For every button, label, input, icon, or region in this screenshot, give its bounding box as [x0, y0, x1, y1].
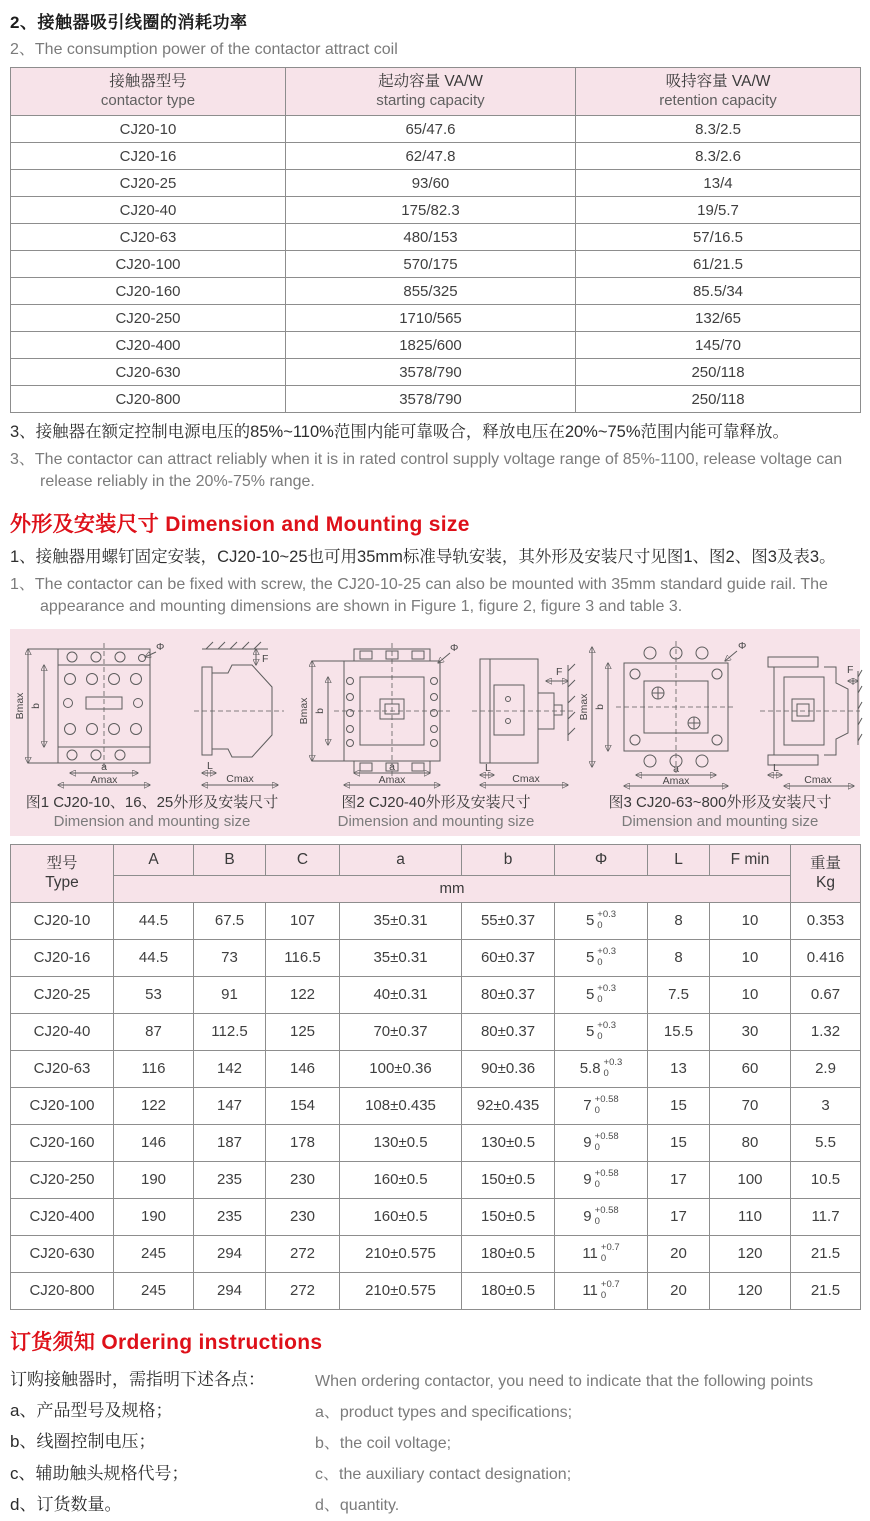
- table-cell: 30: [710, 1013, 791, 1050]
- dim-label-cmax: Cmax: [226, 772, 254, 785]
- dim-label-bmax: Bmax: [578, 693, 590, 720]
- dim-label-amax: Amax: [90, 773, 118, 786]
- consumption-table-row: [11, 332, 861, 359]
- dimension-table-row: [11, 1013, 861, 1050]
- dimension-section-heading: 外形及安装尺寸 Dimension and Mounting size: [10, 512, 470, 536]
- header-zh: 吸持容量 VA/W: [665, 73, 771, 90]
- table-cell: 40±0.31: [340, 976, 462, 1013]
- table-cell: 272: [266, 1235, 340, 1272]
- dim-label-b: b: [314, 707, 326, 714]
- table-cell: CJ20-25: [11, 170, 286, 197]
- figure3-caption-zh: 图3 CJ20-63~800外形及安装尺寸: [608, 793, 832, 811]
- table-cell: CJ20-400: [11, 332, 286, 359]
- table-cell: 10: [710, 939, 791, 976]
- figure1: [10, 637, 294, 830]
- table-cell: CJ20-250: [11, 305, 286, 332]
- dimension-table-row: [11, 976, 861, 1013]
- dimension-table-row: [11, 902, 861, 939]
- table-cell: 245: [114, 1235, 194, 1272]
- dim-label-a: a: [389, 760, 395, 773]
- table-cell: 180±0.5: [462, 1272, 555, 1309]
- col-header-A: A: [114, 844, 194, 875]
- header-en: starting capacity: [376, 92, 485, 110]
- table-cell: 44.5: [114, 939, 194, 976]
- table-cell: 110: [710, 1198, 791, 1235]
- figure2-caption-zh: 图2 CJ20-40外形及安装尺寸: [341, 793, 531, 811]
- consumption-table-row: [11, 170, 861, 197]
- cell-weight: 0.416: [791, 939, 861, 976]
- cell-type: CJ20-63: [11, 1050, 114, 1087]
- table-cell: 146: [114, 1124, 194, 1161]
- ordering-columns: [10, 1364, 860, 1521]
- cell-weight: 2.9: [791, 1050, 861, 1087]
- cell-phi: 11 +0.7 0: [555, 1235, 648, 1272]
- consumption-table-row: [11, 224, 861, 251]
- col-header-a: a: [340, 844, 462, 875]
- consumption-table-row: [11, 386, 861, 413]
- table-cell: 10: [710, 902, 791, 939]
- cell-type: CJ20-16: [11, 939, 114, 976]
- table-cell: 20: [648, 1235, 710, 1272]
- table-cell: 13: [648, 1050, 710, 1087]
- table-cell: 160±0.5: [340, 1198, 462, 1235]
- table-cell: 570/175: [286, 251, 576, 278]
- figure3-drawing: [578, 637, 862, 789]
- table-cell: 855/325: [286, 278, 576, 305]
- table-cell: 8: [648, 939, 710, 976]
- figure3-caption-en: Dimension and mounting size: [621, 812, 819, 830]
- header-zh: 型号: [46, 854, 78, 872]
- cell-phi: 9 +0.58 0: [555, 1124, 648, 1161]
- cell-weight: 21.5: [791, 1235, 861, 1272]
- ordering-intro-en: When ordering contactor, you need to indicate that the following points: [315, 1372, 814, 1390]
- table-cell: 125: [266, 1013, 340, 1050]
- table-cell: 87: [114, 1013, 194, 1050]
- dimension-table-row: [11, 1124, 861, 1161]
- dimension-table-row: [11, 1050, 861, 1087]
- cell-weight: 5.5: [791, 1124, 861, 1161]
- consumption-power-table: [10, 67, 861, 413]
- col-header-B: B: [194, 844, 266, 875]
- table-cell: 10: [710, 976, 791, 1013]
- table-cell: CJ20-63: [11, 224, 286, 251]
- dim-label-a: a: [673, 762, 679, 775]
- dim-label-amax: Amax: [378, 773, 406, 786]
- header-en: contactor type: [100, 92, 196, 110]
- table-cell: 210±0.575: [340, 1235, 462, 1272]
- dim-label-l: L: [207, 759, 213, 772]
- table-cell: 122: [266, 976, 340, 1013]
- ordering-item-en: b、the coil voltage;: [315, 1434, 452, 1452]
- table-cell: 154: [266, 1087, 340, 1124]
- table-cell: 230: [266, 1161, 340, 1198]
- table-cell: 178: [266, 1124, 340, 1161]
- table-cell: 294: [194, 1272, 266, 1309]
- dim-label-phi: Φ: [156, 640, 165, 653]
- consumption-table-row: [11, 305, 861, 332]
- table-cell: 17: [648, 1198, 710, 1235]
- cell-phi: 7 +0.58 0: [555, 1087, 648, 1124]
- unit-mm: mm: [114, 875, 791, 902]
- cell-weight: 10.5: [791, 1161, 861, 1198]
- table-cell: 67.5: [194, 902, 266, 939]
- table-cell: 160±0.5: [340, 1161, 462, 1198]
- cell-weight: 21.5: [791, 1272, 861, 1309]
- consumption-table-row: [11, 359, 861, 386]
- cell-phi: 9 +0.58 0: [555, 1198, 648, 1235]
- table-cell: 61/21.5: [576, 251, 861, 278]
- table-cell: 130±0.5: [462, 1124, 555, 1161]
- header-zh: 接触器型号: [109, 73, 187, 90]
- table-cell: 146: [266, 1050, 340, 1087]
- col-header-b: b: [462, 844, 555, 875]
- dim-label-b: b: [30, 702, 42, 709]
- table-cell: 70: [710, 1087, 791, 1124]
- table-cell: 250/118: [576, 359, 861, 386]
- ordering-list-zh: [10, 1364, 315, 1521]
- cell-phi: 5.8 +0.3 0: [555, 1050, 648, 1087]
- table-cell: 17: [648, 1161, 710, 1198]
- table-cell: 272: [266, 1272, 340, 1309]
- dimension-table-row: [11, 1087, 861, 1124]
- table-cell: 53: [114, 976, 194, 1013]
- dimension-table-row: [11, 1198, 861, 1235]
- table-cell: 145/70: [576, 332, 861, 359]
- consumption-table-row: [11, 251, 861, 278]
- header-en: retention capacity: [659, 92, 777, 110]
- table-cell: 93/60: [286, 170, 576, 197]
- cell-weight: 0.353: [791, 902, 861, 939]
- table-cell: 1710/565: [286, 305, 576, 332]
- dimension-table-row: [11, 1235, 861, 1272]
- table-cell: 62/47.8: [286, 143, 576, 170]
- table-cell: 150±0.5: [462, 1198, 555, 1235]
- dim-label-phi: Φ: [450, 641, 459, 654]
- table-cell: 91: [194, 976, 266, 1013]
- table-cell: 1825/600: [286, 332, 576, 359]
- header-en: Type: [45, 874, 79, 892]
- ordering-item-en: c、the auxiliary contact designation;: [315, 1466, 572, 1484]
- dim-label-cmax: Cmax: [512, 772, 540, 785]
- table-cell: 190: [114, 1198, 194, 1235]
- ordering-item-zh: b、线圈控制电压；: [10, 1432, 156, 1452]
- table-cell: 60: [710, 1050, 791, 1087]
- col-header-L: L: [648, 844, 710, 875]
- consumption-table-row: [11, 143, 861, 170]
- col-header-C: C: [266, 844, 340, 875]
- consumption-table-row: [11, 197, 861, 224]
- col-header-weight: [791, 844, 861, 902]
- table-cell: 60±0.37: [462, 939, 555, 976]
- dimension-table-body: [11, 902, 861, 1309]
- table-cell: 120: [710, 1272, 791, 1309]
- table-cell: 122: [114, 1087, 194, 1124]
- table-cell: 15.5: [648, 1013, 710, 1050]
- table-cell: 70±0.37: [340, 1013, 462, 1050]
- table-cell: 100±0.36: [340, 1050, 462, 1087]
- figure1-drawing: [10, 637, 294, 789]
- dim-label-phi: Φ: [738, 639, 747, 652]
- table-cell: 190: [114, 1161, 194, 1198]
- table-cell: 112.5: [194, 1013, 266, 1050]
- cell-type: CJ20-800: [11, 1272, 114, 1309]
- table-cell: 130±0.5: [340, 1124, 462, 1161]
- ordering-item-zh: a、产品型号及规格；: [10, 1400, 173, 1420]
- table-cell: 150±0.5: [462, 1161, 555, 1198]
- section2-heading-zh: 2、接触器吸引线圈的消耗功率: [10, 13, 248, 32]
- table-cell: 44.5: [114, 902, 194, 939]
- table-cell: 57/16.5: [576, 224, 861, 251]
- table-cell: 116.5: [266, 939, 340, 976]
- col-header-retention-capacity: [576, 68, 861, 116]
- table-cell: 90±0.36: [462, 1050, 555, 1087]
- table-cell: 132/65: [576, 305, 861, 332]
- cell-weight: 3: [791, 1087, 861, 1124]
- col-header-phi: Φ: [555, 844, 648, 875]
- table-cell: CJ20-800: [11, 386, 286, 413]
- table-cell: 65/47.6: [286, 116, 576, 143]
- dim-label-l: L: [485, 761, 491, 774]
- figure1-caption-en: Dimension and mounting size: [53, 812, 251, 830]
- table-cell: 108±0.435: [340, 1087, 462, 1124]
- section2-heading-en: 2、The consumption power of the contactor attract coil: [10, 41, 398, 58]
- dim-label-amax: Amax: [662, 774, 690, 787]
- ordering-item-en: a、product types and specifications;: [315, 1403, 573, 1421]
- table-cell: 8: [648, 902, 710, 939]
- dim-label-bmax: Bmax: [14, 692, 26, 719]
- cell-weight: 11.7: [791, 1198, 861, 1235]
- figure2-caption-en: Dimension and mounting size: [337, 812, 535, 830]
- cell-type: CJ20-25: [11, 976, 114, 1013]
- table-cell: 55±0.37: [462, 902, 555, 939]
- table-cell: 35±0.31: [340, 902, 462, 939]
- table-cell: 147: [194, 1087, 266, 1124]
- cell-type: CJ20-40: [11, 1013, 114, 1050]
- table-cell: 294: [194, 1235, 266, 1272]
- mounting-note-zh: 1、接触器用螺钉固定安装，CJ20-10~25也可用35mm标准导轨安装，其外形及安装尺寸见图1、图2、图3及表3。: [10, 547, 836, 566]
- note3-en: 3、The contactor can attract reliably when it is in rated control supply voltage range of 85%-1100, release voltage can release reliably in the 20%-75% range.: [10, 451, 843, 491]
- cell-phi: 5 +0.3 0: [555, 902, 648, 939]
- ordering-item-en: d、quantity.: [315, 1497, 400, 1515]
- figure2: [294, 637, 578, 830]
- table-cell: 3578/790: [286, 359, 576, 386]
- table-cell: 8.3/2.6: [576, 143, 861, 170]
- col-header-contactor-type: [11, 68, 286, 116]
- table-cell: 245: [114, 1272, 194, 1309]
- dim-label-cmax: Cmax: [804, 773, 832, 786]
- table-cell: 8.3/2.5: [576, 116, 861, 143]
- table-cell: CJ20-100: [11, 251, 286, 278]
- dimension-table-unit-row: [11, 875, 861, 902]
- consumption-power-table-body: [11, 116, 861, 413]
- dimension-table: [10, 844, 861, 1310]
- header-zh: 起动容量 VA/W: [378, 73, 483, 90]
- consumption-table-header-row: [11, 68, 861, 116]
- table-cell: 480/153: [286, 224, 576, 251]
- mounting-note-en: 1、The contactor can be fixed with screw, the CJ20-10-25 can also be mounted with 35mm standard guide rail. The appearance and mounting dimensions are shown in Figure 1, figure 2, figure 3 and table 3.: [10, 575, 828, 616]
- cell-type: CJ20-400: [11, 1198, 114, 1235]
- note3-zh: 3、接触器在额定控制电源电压的85%~110%范围内能可靠吸合，释放电压在20%~75%范围内能可靠释放。: [10, 423, 789, 442]
- table-cell: 187: [194, 1124, 266, 1161]
- table-cell: 15: [648, 1087, 710, 1124]
- dim-label-a: a: [101, 760, 107, 773]
- table-cell: 250/118: [576, 386, 861, 413]
- dim-label-f: F: [847, 663, 854, 676]
- cell-type: CJ20-10: [11, 902, 114, 939]
- dim-label-f: F: [262, 652, 269, 665]
- header-zh: 重量: [809, 854, 841, 872]
- table-cell: 235: [194, 1161, 266, 1198]
- cell-weight: 0.67: [791, 976, 861, 1013]
- table-cell: 80±0.37: [462, 1013, 555, 1050]
- table-cell: 210±0.575: [340, 1272, 462, 1309]
- cell-type: CJ20-160: [11, 1124, 114, 1161]
- table-cell: 92±0.435: [462, 1087, 555, 1124]
- ordering-item-zh: c、辅助触头规格代号；: [10, 1463, 189, 1483]
- figure3: [578, 637, 862, 830]
- cell-phi: 5 +0.3 0: [555, 976, 648, 1013]
- dimension-table-row: [11, 1272, 861, 1309]
- table-cell: CJ20-40: [11, 197, 286, 224]
- table-cell: 120: [710, 1235, 791, 1272]
- table-cell: 85.5/34: [576, 278, 861, 305]
- dim-label-bmax: Bmax: [298, 697, 310, 724]
- dim-label-l: L: [773, 761, 779, 774]
- cell-type: CJ20-100: [11, 1087, 114, 1124]
- header-unit: Kg: [816, 874, 835, 892]
- col-header-starting-capacity: [286, 68, 576, 116]
- table-cell: 180±0.5: [462, 1235, 555, 1272]
- consumption-table-row: [11, 278, 861, 305]
- cell-phi: 5 +0.3 0: [555, 939, 648, 976]
- table-cell: CJ20-10: [11, 116, 286, 143]
- table-cell: 80: [710, 1124, 791, 1161]
- table-cell: 13/4: [576, 170, 861, 197]
- dimension-table-row: [11, 1161, 861, 1198]
- table-cell: 230: [266, 1198, 340, 1235]
- figure2-drawing: [294, 637, 578, 789]
- table-cell: 142: [194, 1050, 266, 1087]
- cell-type: CJ20-630: [11, 1235, 114, 1272]
- col-header-Fmin: F min: [710, 844, 791, 875]
- table-cell: CJ20-160: [11, 278, 286, 305]
- table-cell: 235: [194, 1198, 266, 1235]
- cell-weight: 1.32: [791, 1013, 861, 1050]
- cell-phi: 5 +0.3 0: [555, 1013, 648, 1050]
- cell-type: CJ20-250: [11, 1161, 114, 1198]
- dimension-table-header-row: [11, 844, 861, 875]
- ordering-heading: 订货须知 Ordering instructions: [10, 1330, 323, 1354]
- table-cell: 19/5.7: [576, 197, 861, 224]
- consumption-table-row: [11, 116, 861, 143]
- table-cell: 35±0.31: [340, 939, 462, 976]
- cell-phi: 11 +0.7 0: [555, 1272, 648, 1309]
- table-cell: 107: [266, 902, 340, 939]
- table-cell: CJ20-630: [11, 359, 286, 386]
- cell-phi: 9 +0.58 0: [555, 1161, 648, 1198]
- ordering-item-zh: d、订货数量。: [10, 1495, 122, 1515]
- table-cell: 175/82.3: [286, 197, 576, 224]
- table-cell: CJ20-16: [11, 143, 286, 170]
- dim-label-b: b: [594, 703, 606, 710]
- table-cell: 20: [648, 1272, 710, 1309]
- dim-label-f: F: [556, 665, 563, 678]
- table-cell: 73: [194, 939, 266, 976]
- table-cell: 80±0.37: [462, 976, 555, 1013]
- ordering-list-en: [315, 1364, 860, 1521]
- table-cell: 7.5: [648, 976, 710, 1013]
- table-cell: 15: [648, 1124, 710, 1161]
- table-cell: 116: [114, 1050, 194, 1087]
- dimension-table-row: [11, 939, 861, 976]
- ordering-intro-zh: 订购接触器时，需指明下述各点：: [10, 1369, 265, 1389]
- figure1-caption-zh: 图1 CJ20-10、16、25外形及安装尺寸: [25, 793, 279, 811]
- table-cell: 3578/790: [286, 386, 576, 413]
- table-cell: 100: [710, 1161, 791, 1198]
- figures-panel: [10, 629, 860, 836]
- col-header-type: [11, 844, 114, 902]
